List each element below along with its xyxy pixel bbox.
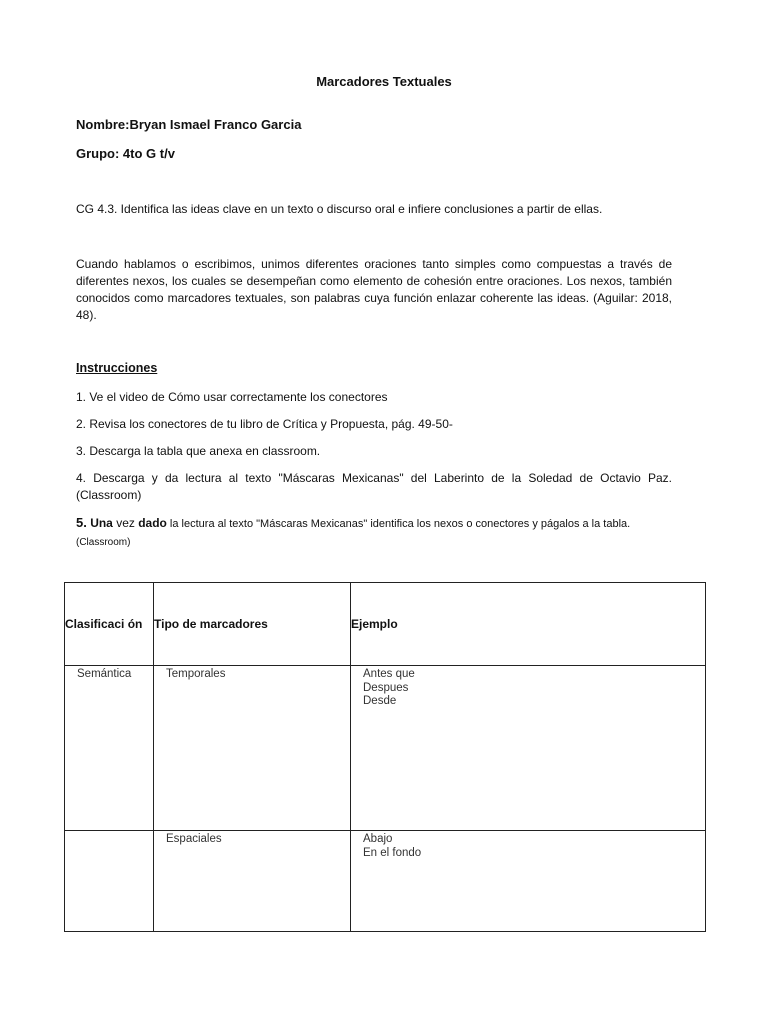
- cell-marker-type: Temporales: [166, 668, 226, 680]
- instruction-5-lead: Una: [90, 516, 113, 530]
- cell-examples: [351, 666, 705, 709]
- instruction-5-tail: (Classroom): [76, 537, 131, 548]
- intro-paragraph: Cuando hablamos o escribimos, unimos diferentes oraciones tanto simples como compuestas a través de diferentes nexos, los cuales se desempeñan como elemento de cohesión entre oraciones. Los nexos, también conocidos como marcadores textuales, son palabras cuya función enlazar coherente las ideas. (Aguilar: 2018, 48).: [76, 257, 672, 322]
- example-item: Abajo: [363, 833, 393, 845]
- student-group: Grupo: 4to G t/v: [76, 146, 175, 161]
- instructions-heading: Instrucciones: [76, 361, 158, 375]
- cell-classification: [65, 831, 153, 833]
- cell-examples: [351, 831, 705, 860]
- table-row: [65, 666, 706, 831]
- markers-table: [64, 582, 706, 932]
- instruction-1: 1. Ve el video de Cómo usar correctamente los conectores: [76, 390, 388, 404]
- table-row: [65, 831, 706, 932]
- instruction-5: [76, 514, 672, 551]
- instruction-5-number: 5.: [76, 515, 87, 530]
- example-item: Antes que: [363, 668, 415, 680]
- document-title: Marcadores Textuales: [316, 74, 452, 89]
- instruction-5-lead2: dado: [138, 516, 167, 530]
- instruction-5-mid: vez: [112, 516, 139, 530]
- cell-marker-type: Espaciales: [166, 833, 222, 845]
- header-example: Ejemplo: [351, 583, 706, 666]
- instruction-2: 2. Revisa los conectores de tu libro de Crítica y Propuesta, pág. 49-50-: [76, 417, 453, 431]
- cell-classification: Semántica: [77, 668, 132, 680]
- competence-statement: CG 4.3. Identifica las ideas clave en un texto o discurso oral e infiere conclusiones a partir de ellas.: [76, 202, 603, 216]
- table-header-row: [65, 583, 706, 666]
- instruction-5-rest: la lectura al texto "Máscaras Mexicanas" identifica los nexos o conectores y págalos a la tabla.: [166, 518, 631, 530]
- instruction-4: 4. Descarga y da lectura al texto "Máscaras Mexicanas" del Laberinto de la Soledad de Octavio Paz. (Classroom): [76, 471, 672, 502]
- student-name: Nombre:Bryan Ismael Franco Garcia: [76, 117, 302, 132]
- header-classification: Clasificaci ón: [65, 583, 154, 666]
- example-item: En el fondo: [363, 846, 422, 859]
- example-item: Despues: [363, 681, 409, 694]
- header-marker-type: Tipo de marcadores: [154, 583, 351, 666]
- instruction-3: 3. Descarga la tabla que anexa en classroom.: [76, 444, 321, 458]
- example-item: Desde: [363, 695, 397, 707]
